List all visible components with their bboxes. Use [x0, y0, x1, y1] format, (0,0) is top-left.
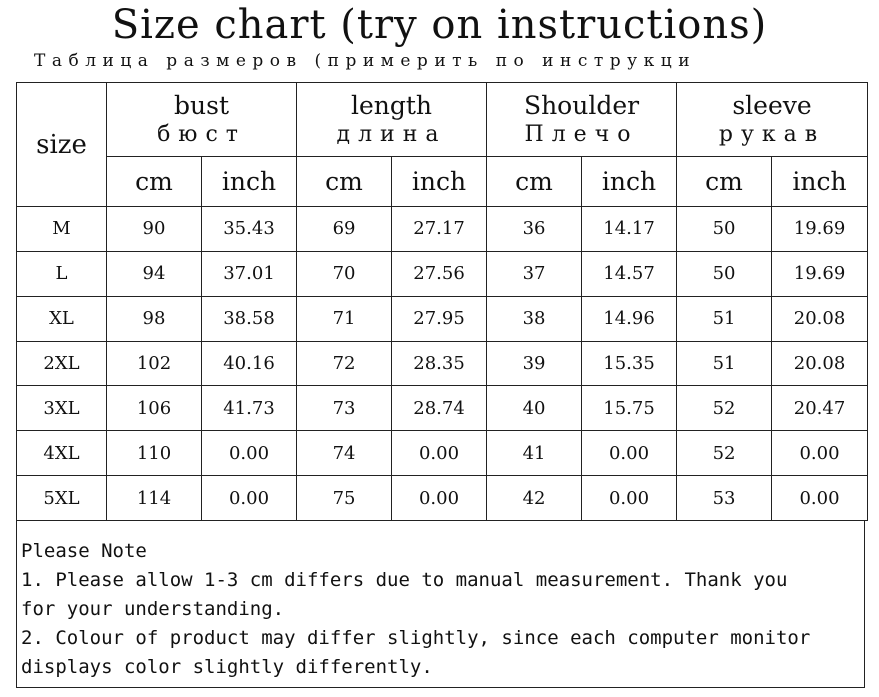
table-cell: 41 [487, 431, 582, 476]
table-cell: 20.08 [772, 341, 868, 386]
group-label-en: Shoulder [523, 90, 640, 120]
group-label-en: bust [174, 90, 229, 120]
unit-header: cm [107, 157, 202, 207]
size-cell: 5XL [17, 476, 107, 521]
unit-header: inch [772, 157, 868, 207]
table-cell: 15.35 [582, 341, 677, 386]
table-cell: 36 [487, 207, 582, 252]
table-cell: 114 [107, 476, 202, 521]
table-cell: 38 [487, 296, 582, 341]
table-cell: 110 [107, 431, 202, 476]
table-cell: 71 [297, 296, 392, 341]
table-cell: 90 [107, 207, 202, 252]
group-label-ru: рукав [718, 121, 826, 147]
size-cell: 4XL [17, 431, 107, 476]
table-cell: 39 [487, 341, 582, 386]
table-cell: 0.00 [202, 476, 297, 521]
table-row [17, 207, 868, 252]
table-row [17, 296, 868, 341]
table-cell: 52 [677, 431, 772, 476]
table-cell: 0.00 [772, 476, 868, 521]
table-cell: 38.58 [202, 296, 297, 341]
unit-header: cm [297, 157, 392, 207]
table-row [17, 476, 868, 521]
table-cell: 41.73 [202, 386, 297, 431]
group-label-en: sleeve [732, 90, 812, 120]
table-cell: 27.95 [392, 296, 487, 341]
group-header-shoulder [487, 83, 677, 157]
size-cell: 3XL [17, 386, 107, 431]
table-cell: 15.75 [582, 386, 677, 431]
table-cell: 27.17 [392, 207, 487, 252]
table-cell: 53 [677, 476, 772, 521]
table-cell: 72 [297, 341, 392, 386]
unit-header: inch [392, 157, 487, 207]
group-label-ru: Плечо [524, 121, 639, 147]
table-cell: 0.00 [582, 431, 677, 476]
table-cell: 52 [677, 386, 772, 431]
table-cell: 19.69 [772, 207, 868, 252]
table-cell: 40.16 [202, 341, 297, 386]
page-title: Size chart (try on instructions) [111, 2, 768, 48]
table-cell: 37 [487, 251, 582, 296]
size-cell: XL [17, 296, 107, 341]
size-column-header: size [17, 83, 107, 207]
table-cell: 69 [297, 207, 392, 252]
table-cell: 0.00 [582, 476, 677, 521]
table-cell: 50 [677, 251, 772, 296]
table-cell: 42 [487, 476, 582, 521]
table-cell: 94 [107, 251, 202, 296]
note-line: displays color slightly differently. [21, 656, 433, 678]
unit-header: inch [202, 157, 297, 207]
note-box [16, 521, 865, 688]
table-cell: 19.69 [772, 251, 868, 296]
table-cell: 14.57 [582, 251, 677, 296]
table-cell: 35.43 [202, 207, 297, 252]
group-header-bust [107, 83, 297, 157]
table-cell: 20.47 [772, 386, 868, 431]
group-label-ru: длина [336, 121, 447, 147]
table-cell: 37.01 [202, 251, 297, 296]
group-label-ru: бюст [157, 121, 246, 147]
table-cell: 51 [677, 341, 772, 386]
group-label-en: length [350, 90, 433, 120]
unit-header: cm [487, 157, 582, 207]
note-heading: Please Note [21, 540, 147, 562]
note-line: for your understanding. [21, 598, 285, 620]
table-row [17, 341, 868, 386]
table-cell: 14.96 [582, 296, 677, 341]
table-cell: 40 [487, 386, 582, 431]
size-cell: L [17, 251, 107, 296]
table-cell: 75 [297, 476, 392, 521]
note-line: 1. Please allow 1-3 cm differs due to manual measurement. Thank you [21, 569, 788, 591]
table-row [17, 386, 868, 431]
page-subtitle: Таблица размеров (примерить по инструкци [34, 51, 697, 71]
table-cell: 74 [297, 431, 392, 476]
table-cell: 0.00 [392, 431, 487, 476]
group-header-length [297, 83, 487, 157]
table-cell: 0.00 [202, 431, 297, 476]
table-cell: 0.00 [392, 476, 487, 521]
table-row [17, 431, 868, 476]
table-cell: 50 [677, 207, 772, 252]
unit-header: cm [677, 157, 772, 207]
table-cell: 28.35 [392, 341, 487, 386]
table-row [17, 251, 868, 296]
table-cell: 51 [677, 296, 772, 341]
table-cell: 14.17 [582, 207, 677, 252]
table-cell: 73 [297, 386, 392, 431]
table-cell: 102 [107, 341, 202, 386]
table-cell: 28.74 [392, 386, 487, 431]
unit-header: inch [582, 157, 677, 207]
table-cell: 70 [297, 251, 392, 296]
table-cell: 20.08 [772, 296, 868, 341]
table-cell: 98 [107, 296, 202, 341]
size-cell: M [17, 207, 107, 252]
size-chart-table [16, 82, 868, 521]
table-cell: 106 [107, 386, 202, 431]
note-line: 2. Colour of product may differ slightly, since each computer monitor [21, 627, 811, 649]
size-cell: 2XL [17, 341, 107, 386]
table-cell: 0.00 [772, 431, 868, 476]
table-cell: 27.56 [392, 251, 487, 296]
group-header-sleeve [677, 83, 868, 157]
